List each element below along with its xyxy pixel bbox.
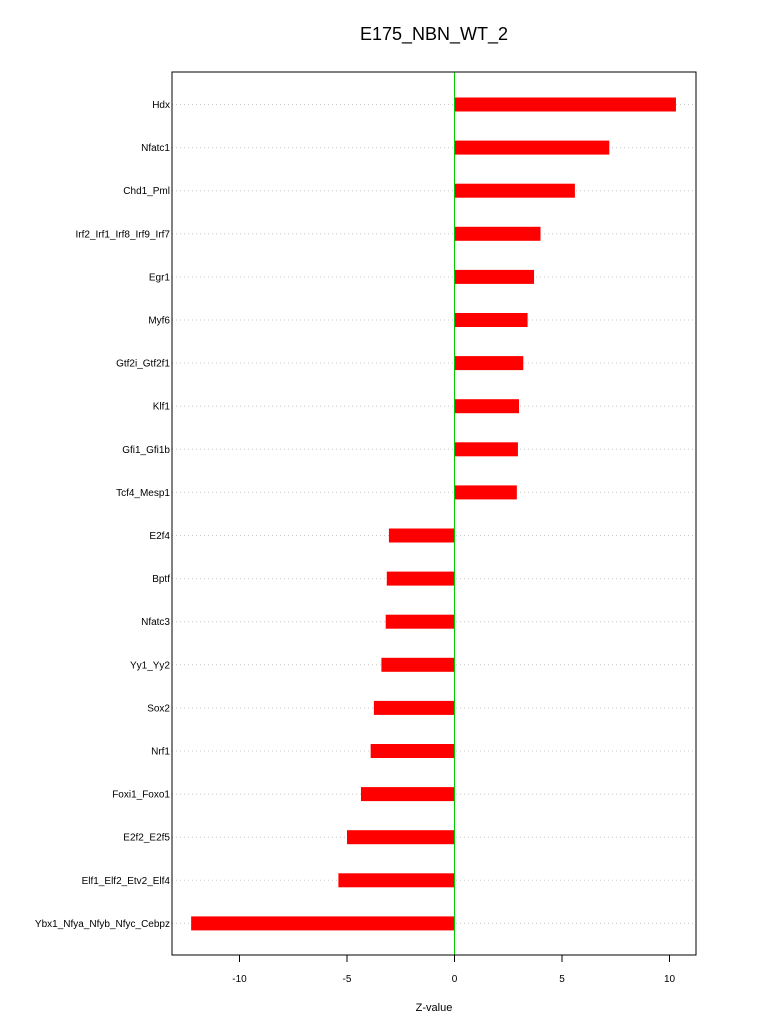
bar xyxy=(455,141,610,155)
category-label: Irf2_Irf1_Irf8_Irf9_Irf7 xyxy=(75,229,170,241)
bar xyxy=(347,830,455,844)
category-label: Ybx1_Nfya_Nfyb_Nfyc_Cebpz xyxy=(34,918,170,930)
category-label: Nrf1 xyxy=(151,746,170,758)
bar xyxy=(361,787,455,801)
x-tick-label: 5 xyxy=(559,974,565,985)
bar xyxy=(374,701,455,715)
x-tick-label: 0 xyxy=(451,974,458,985)
bar xyxy=(381,658,454,672)
bar xyxy=(455,98,676,112)
bar xyxy=(455,442,518,456)
bar xyxy=(386,615,455,629)
bar xyxy=(191,916,454,930)
x-tick-label: 10 xyxy=(663,974,676,985)
category-label: Chd1_Pml xyxy=(123,186,170,198)
x-axis xyxy=(232,955,675,985)
category-label: E2f4 xyxy=(149,531,170,542)
bar xyxy=(389,529,455,543)
category-label: Bptf xyxy=(152,574,170,586)
category-label: Foxi1_Foxo1 xyxy=(112,789,170,801)
bar xyxy=(455,227,541,241)
category-label: E2f2_E2f5 xyxy=(123,832,170,844)
bar xyxy=(338,873,454,887)
category-label: Hdx xyxy=(152,100,170,111)
category-label: Nfatc1 xyxy=(141,143,170,155)
bar xyxy=(455,485,517,499)
category-label: Egr1 xyxy=(148,272,170,284)
category-label: Klf1 xyxy=(152,401,170,413)
x-axis-title: Z-value xyxy=(415,1002,453,1014)
bar xyxy=(371,744,455,758)
chart-title: E175_NBN_WT_2 xyxy=(359,24,509,44)
bar xyxy=(455,184,575,198)
category-label: Gfi1_Gfi1b xyxy=(122,444,170,456)
category-label: Nfatc3 xyxy=(141,617,170,629)
category-label: Tcf4_Mesp1 xyxy=(116,487,170,499)
category-label: Sox2 xyxy=(147,703,170,715)
bar xyxy=(387,572,455,586)
category-label: Gtf2i_Gtf2f1 xyxy=(116,358,170,370)
x-tick-label: -10 xyxy=(232,974,247,985)
bar xyxy=(455,356,524,370)
category-label: Yy1_Yy2 xyxy=(129,660,170,672)
bars xyxy=(191,98,676,931)
bar xyxy=(455,399,520,413)
plot-frame xyxy=(172,72,696,955)
category-label: Myf6 xyxy=(148,315,170,327)
category-label: Elf1_Elf2_Etv2_Elf4 xyxy=(81,875,170,887)
category-labels xyxy=(35,100,171,930)
x-tick-label: -5 xyxy=(342,974,352,985)
bar xyxy=(455,313,528,327)
bar xyxy=(455,270,535,284)
